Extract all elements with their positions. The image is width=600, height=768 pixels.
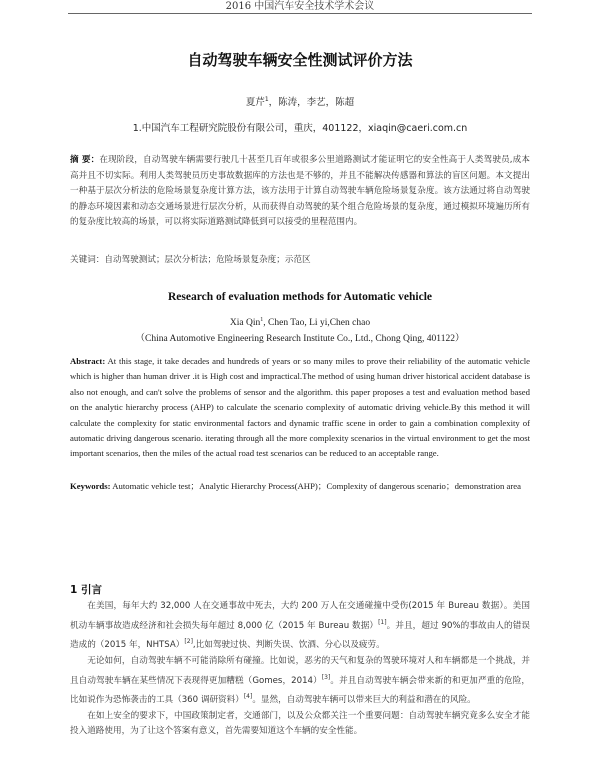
header-rule [68,13,532,14]
cn-abstract-text: 在现阶段，自动驾驶车辆需要行驶几十甚至几百年或很多公里道路测试才能证明它的安全性高于人类驾驶员,成本高并且不切实际。利用人类驾驶员历史事故数据库的方法也是不够的，并且不能解决传感器和算法的盲区问题。本文提出一种基于层次分析法的危险场景复杂度计算方法，该方法用于计算自动驾驶车辆危险场景复杂度。该方法通过将自动驾驶的静态环境因素和动态交通场景进行层次分析，从而获得自动驾驶的某个组合危险场景的复杂度，通过模拟环境遍历所有的复杂度比较高的场景，可以将实际道路测试降低到可以接受的里程范围内。 [70,155,531,228]
en-abstract [70,354,530,462]
cn-abstract [70,153,530,231]
en-keywords-label: Keywords: [70,481,111,491]
en-title: Research of evaluation methods for Automatic vehicle [167,291,433,303]
body-paragraph: 在如上安全的要求下，中国政策制定者，交通部门，以及公众都关注一个重要问题：自动驾驶车辆究竟多么安全才能投入道路使用，为了让这个答案有意义，首先需要知道这个车辆的安全性能。 [70,710,530,737]
en-affiliation: （China Automotive Engineering Research Institute Co., Ltd., Chong Qing, 401122） [135,334,465,344]
cn-abstract-label: 摘 要： [70,155,100,165]
cn-title: 自动驾驶车辆安全性测试评价方法 [187,51,413,69]
body-paragraph: 无论如何，自动驾驶车辆不可能消除所有碰撞。比如说，恶劣的天气和复杂的驾驶环境对人和车辆都是一个挑战，并且自动驾驶车辆在某些情况下表现得更加糟糕（Gomes，2014）[3]。并且自动驾驶车辆会带来新的和更加严重的危险，比如说作为恐怖袭击的工具（360 调研资料）[4]。显然，自动驾驶车辆可以带来巨大的利益和潜在的风险。 [70,655,530,705]
running-header: 2016 中国汽车安全技术学术会议 [225,1,375,12]
cn-keywords: 关键词：自动驾驶测试；层次分析法；危险场景复杂度；示范区 [70,255,311,265]
en-abstract-label: Abstract: [70,356,106,366]
cn-affiliation: 1.中国汽车工程研究院股份有限公司，重庆，401122，xiaqin@caeri.com.cn [132,123,468,134]
en-authors: Xia Qin$^1$, Chen Tao, Li yi,Chen chao [229,317,371,329]
body-paragraph: 在美国，每年大约 32,000 人在交通事故中死去，大约 200 万人在交通碰撞中受伤(2015 年 Bureau 数据）。美国机动车辆事故造成经济和社会损失每年超过 8,000 亿（2015 年 Bureau 数据）[1]。并且，超过 90%的事故由人的错误造成的（2015 年，NHTSA）[2],比如驾驶过快、判断失误、饮酒、分心以及疲劳。 [70,601,530,651]
section-heading-introduction: 1 引言 [70,584,102,596]
section-body [70,599,530,740]
cn-authors: 夏芹$^1$，陈涛，李艺，陈超 [245,96,355,109]
en-abstract-text: At this stage, it take decades and hundreds of years or so many miles to prove their reliability of the automatic vehicle which is higher than human driver .it is High cost and impractical.The method of using human driver historical accident database is also not enough, and can't solve the problems of sensor and the algorithm. this paper proposes a test and evaluation method based on the analytic hierarchy process (AHP) to calculate the scenario complexity of automatic driving vehicle.By this method it will calculate the complexity for static environmental factors and dynamic traffic scene in order to gain a combination complexity of automatic driving dangerous scenario. iterating through all the more complexity scenarios in the virtual environment to get the most important scenarios, then the miles of the actual road test scenarios can be reduced to an acceptable range. [70,356,530,459]
en-keywords-text: Automatic vehicle test；Analytic Hierarchy Process(AHP)；Complexity of dangerous scenario；demonstration area [112,481,521,491]
en-keywords [70,479,530,494]
